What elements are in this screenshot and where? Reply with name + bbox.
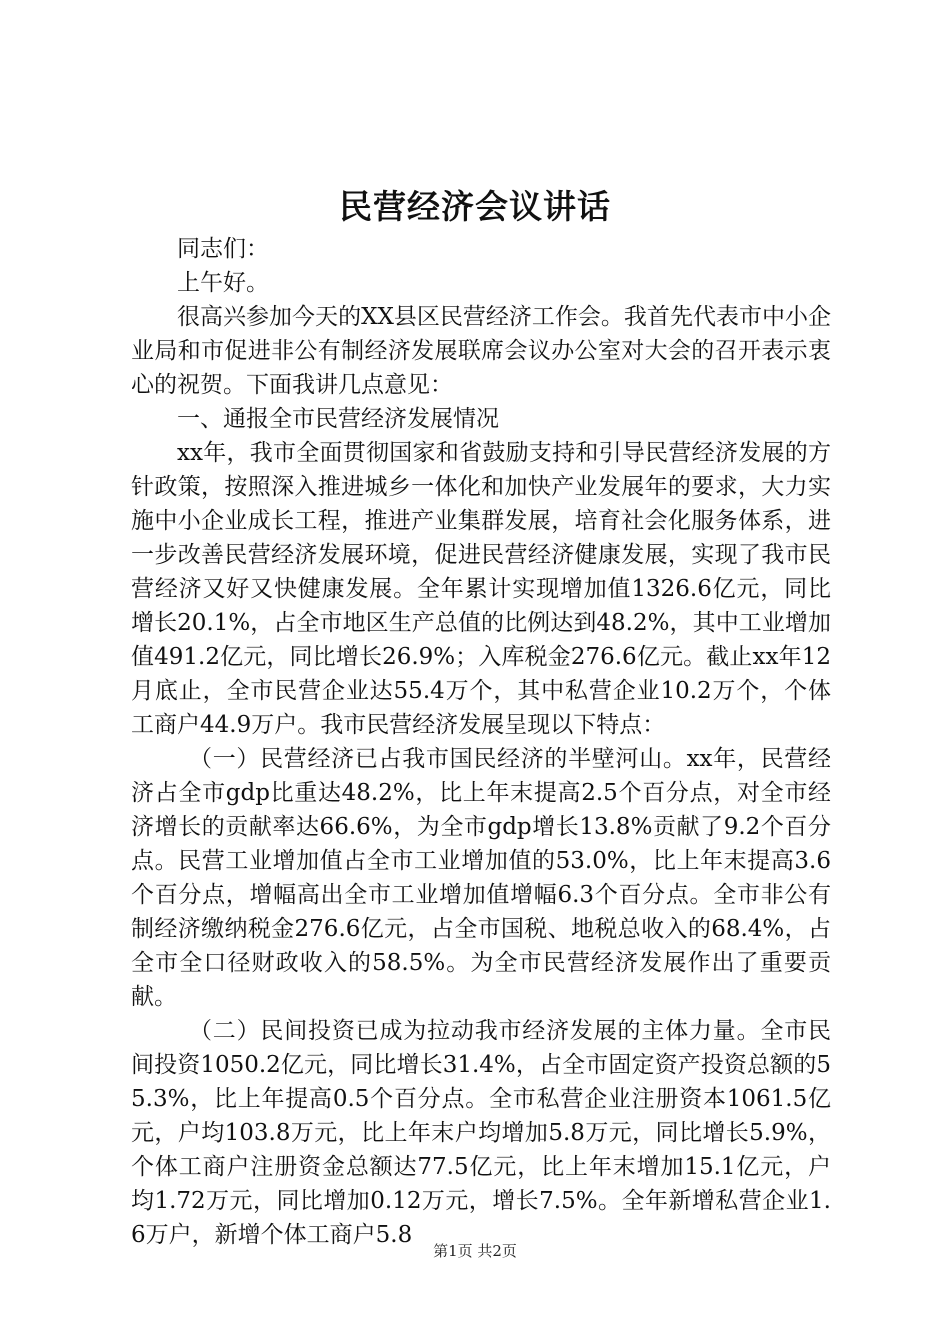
salutation-paragraph: 上午好。 [177, 270, 269, 296]
opening-paragraph: 很高兴参加今天的XX县区民营经济工作会。我首先代表市中小企业局和市促进非公有制经济发展联席会议办公室对大会的召开表示衷心的祝贺。下面我讲几点意见： [131, 304, 831, 398]
overview-paragraph: xx年，我市全面贯彻国家和省鼓励支持和引导民营经济发展的方针政策，按照深入推进城乡一体化和加快产业发展年的要求，大力实施中小企业成长工程，推进产业集群发展，培育社会化服务体系，进一步改善民营经济发展环境，促进民营经济健康发展，实现了我市民营经济又好又快健康发展。全年累计实现增加值1326.6亿元，同比增长20.1%，占全市地区生产总值的比例达到48.2%，其中工业增加值491.2亿元，同比增长26.9%；入库税金276.6亿元。截止xx年12月底止，全市民营企业达55.4万个，其中私营企业10.2万个，个体工商户44.9万户。我市民营经济发展呈现以下特点： [131, 440, 831, 738]
document-title: 民营经济会议讲话 [339, 187, 611, 226]
page-footer: 第1页 共2页 [433, 1242, 517, 1260]
document-body [131, 232, 831, 1252]
point-one-paragraph: （一）民营经济已占我市国民经济的半壁河山。xx年，民营经济占全市gdp比重达48.2%，比上年末提高2.5个百分点，对全市经济增长的贡献率达66.6%，为全市gdp增长13.8%贡献了9.2个百分点。民营工业增加值占全市工业增加值的53.0%，比上年末提高3.6个百分点，增幅高出全市工业增加值增幅6.3个百分点。全市非公有制经济缴纳税金276.6亿元，占全市国税、地税总收入的68.4%，占全市全口径财政收入的58.5%。为全市民营经济发展作出了重要贡献。 [131, 746, 831, 1010]
section-heading: 一、通报全市民营经济发展情况 [177, 406, 499, 432]
greeting-paragraph: 同志们： [177, 236, 269, 262]
point-two-paragraph: （二）民间投资已成为拉动我市经济发展的主体力量。全市民间投资1050.2亿元，同比增长31.4%，占全市固定资产投资总额的55.3%，比上年提高0.5个百分点。全市私营企业注册资本1061.5亿元，户均103.8万元，比上年末户均增加5.8万元，同比增长5.9%，个体工商户注册资金总额达77.5亿元，比上年末增加15.1亿元，户均1.72万元，同比增加0.12万元，增长7.5%。全年新增私营企业1.6万户，新增个体工商户5.8 [131, 1018, 831, 1248]
